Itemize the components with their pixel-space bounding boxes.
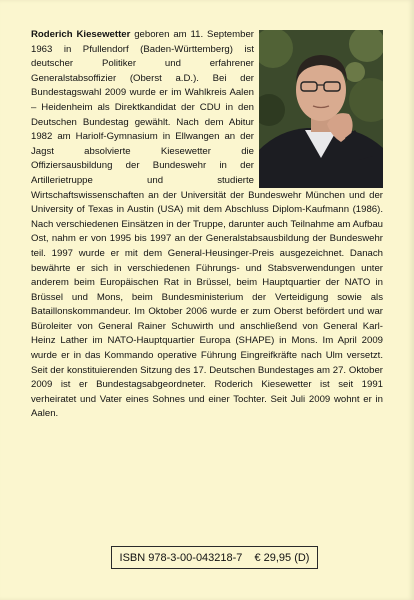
biography-text: geboren am 11. September 1963 in Pfullendorf (Baden-Württemberg) ist deutscher Politiker und erfahrener Generalstabsoffizier (Oberst a.D.). Bei der Bundestagswahl 2009 wurde er im Wahlkreis Aalen – Heidenheim als Direktkandidat der CDU in den Deutschen Bundestag gewählt. Nach dem Abitur 1982 am Hariolf-Gymnasium in Ellwangen an der Jagst absolvierte Kiesewetter die Offiziersausbildung der Bundeswehr in der Artillerietruppe und studierte Wirtschaftswissenschaften an der Universität der Bundeswehr München und der University of Texas in Austin (USA) mit dem Abschluss Diplom-Kaufmann (1986). Nach verschiedenen Einsätzen in der Truppe, darunter auch Teilnahme am Aufbau Ost, nahm er von 1995 bis 1997 an der Generalstabsausbildung der Bundeswehr teil. 1997 wurde er mit dem General-Heusinger-Preis ausgezeichnet. Danach bewährte er sich in verschiedenen Führungs- und Stabsverwendungen unter anderem beim Europäischen Rat in Brüssel, beim Hauptquartier der NATO in Brüssel und Mons, beim Bundesministerium der Verteidigung sowie als Bataillonskommandeur. Im Oktober 2006 wurde er zum Oberst befördert und war Büroleiter von General Rainer Schuwirth und anschließend von General Karl-Heinz Lather im NATO-Hauptquartier Europa (SHAPE) in Mons. Im April 2009 wurde er in das Kommando operative Führung Eingreifkräfte nach Ulm versetzt. Seit der konstituierenden Sitzung des 17. Deutschen Bundestages am 27. Oktober 2009 ist er Bundestagsabgeordneter. Roderich Kiesewetter ist seit 1991 verheiratet und Vater eines Sohnes und einer Tochter. Seit Juli 2009 wohnt er in Aalen. [31,29,383,420]
photo-text-wrap-spacer [254,28,383,186]
isbn-price-box [111,546,318,569]
author-name: Roderich Kiesewetter [31,29,131,40]
book-price: € 29,95 (D) [254,551,310,564]
author-biography [31,28,383,422]
isbn-number: ISBN 978-3-00-043218-7 [119,551,243,564]
